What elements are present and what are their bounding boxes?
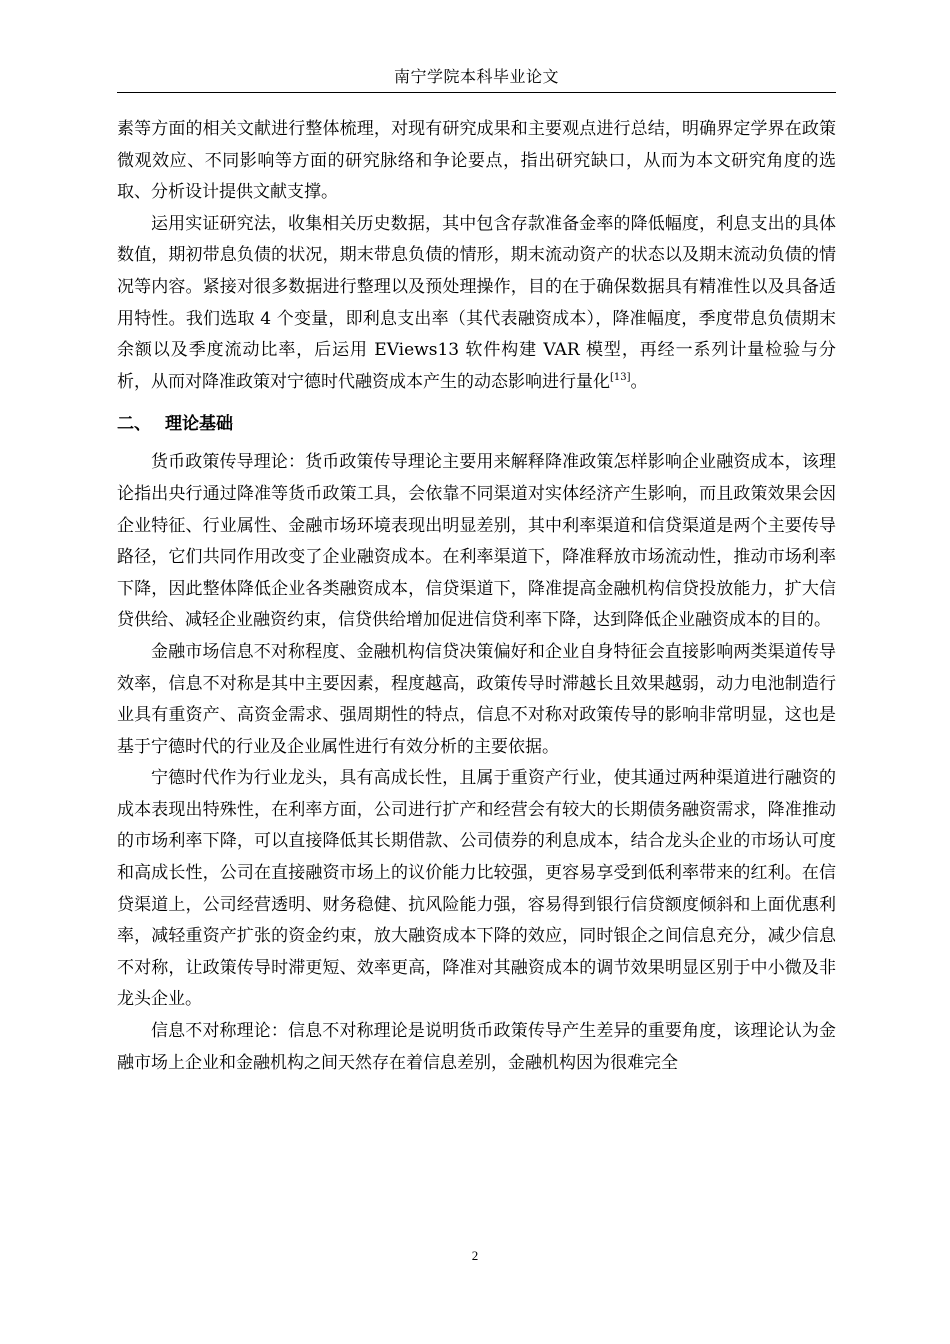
citation-ref: [13] [610,371,631,383]
page-number: 2 [471,1248,479,1263]
section-title: 理论基础 [165,414,233,435]
paragraph-information-asymmetry-theory: 信息不对称理论：信息不对称理论是说明货币政策传导产生差异的重要角度，该理论认为金融市场上企业和金融机构之间天然存在着信息差别，金融机构因为很难完全 [117,1021,836,1073]
paragraph-monetary-transmission: 货币政策传导理论：货币政策传导理论主要用来解释降准政策怎样影响企业融资成本，该理论指出央行通过降准等货币政策工具，会依靠不同渠道对实体经济产生影响，而且政策效果会因企业特征、行业属性、金融市场环境表现出明显差别，其中利率渠道和信贷渠道是两个主要传导路径，它们共同作用改变了企业融资成本。在利率渠道下，降准释放市场流动性，推动市场利率下降，因此整体降低企业各类融资成本，信贷渠道下，降准提高金融机构信贷投放能力，扩大信贷供给、减轻企业融资约束，信贷供给增加促进信贷利率下降，达到降低企业融资成本的目的。 [117,452,836,631]
paragraph-end-mark: 。 [630,371,648,392]
paragraph-information-asymmetry-factors: 金融市场信息不对称程度、金融机构信贷决策偏好和企业自身特征会直接影响两类渠道传导效率，信息不对称是其中主要因素，程度越高，政策传导时滞越长且效果越弱，动力电池制造行业具有重资产、高资金需求、强周期性的特点，信息不对称对政策传导的影响非常明显，这也是基于宁德时代的行业及企业属性进行有效分析的主要依据。 [117,641,836,757]
paragraph-empirical-method [117,209,836,399]
paragraph-empirical-method-text: 运用实证研究法，收集相关历史数据，其中包含存款准备金率的降低幅度，利息支出的具体数值，期初带息负债的状况，期末带息负债的情形，期末流动资产的状态以及期末流动负债的情况等内容。紧接对很多数据进行整理以及预处理操作，目的在于确保数据具有精准性以及具备适用特性。我们选取 4 个变量，即利息支出率（其代表融资成本），降准幅度，季度带息负债期末余额以及季度流动比率，后运用 EViews13 软件构建 VAR 模型，再经一系列计量检验与分析，从而对降准政策对宁德时代融资成本产生的动态影响进行量化 [117,213,836,392]
section-heading [117,408,836,440]
running-header: 南宁学院本科毕业论文 [393,67,559,86]
section-number: 二、 [117,414,151,435]
document-body [117,114,836,1079]
header-rule [117,92,836,93]
paragraph-literature-review: 素等方面的相关文献进行整体梳理，对现有研究成果和主要观点进行总结，明确界定学界在政策微观效应、不同影响等方面的研究脉络和争论要点，指出研究缺口，从而为本文研究角度的选取、分析设计提供文献支撑。 [117,119,836,203]
paragraph-catl-analysis: 宁德时代作为行业龙头，具有高成长性，且属于重资产行业，使其通过两种渠道进行融资的成本表现出特殊性，在利率方面，公司进行扩产和经营会有较大的长期债务融资需求，降准推动的市场利率下降，可以直接降低其长期借款、公司债券的利息成本，结合龙头企业的市场认可度和高成长性，公司在直接融资市场上的议价能力比较强，更容易享受到低利率带来的红利。在信贷渠道上，公司经营透明、财务稳健、抗风险能力强，容易得到银行信贷额度倾斜和上面优惠利率，减轻重资产扩张的资金约束，放大融资成本下降的效应，同时银企之间信息充分，减少信息不对称，让政策传导时滞更短、效率更高，降准对其融资成本的调节效果明显区别于中小微及非龙头企业。 [117,768,836,1010]
